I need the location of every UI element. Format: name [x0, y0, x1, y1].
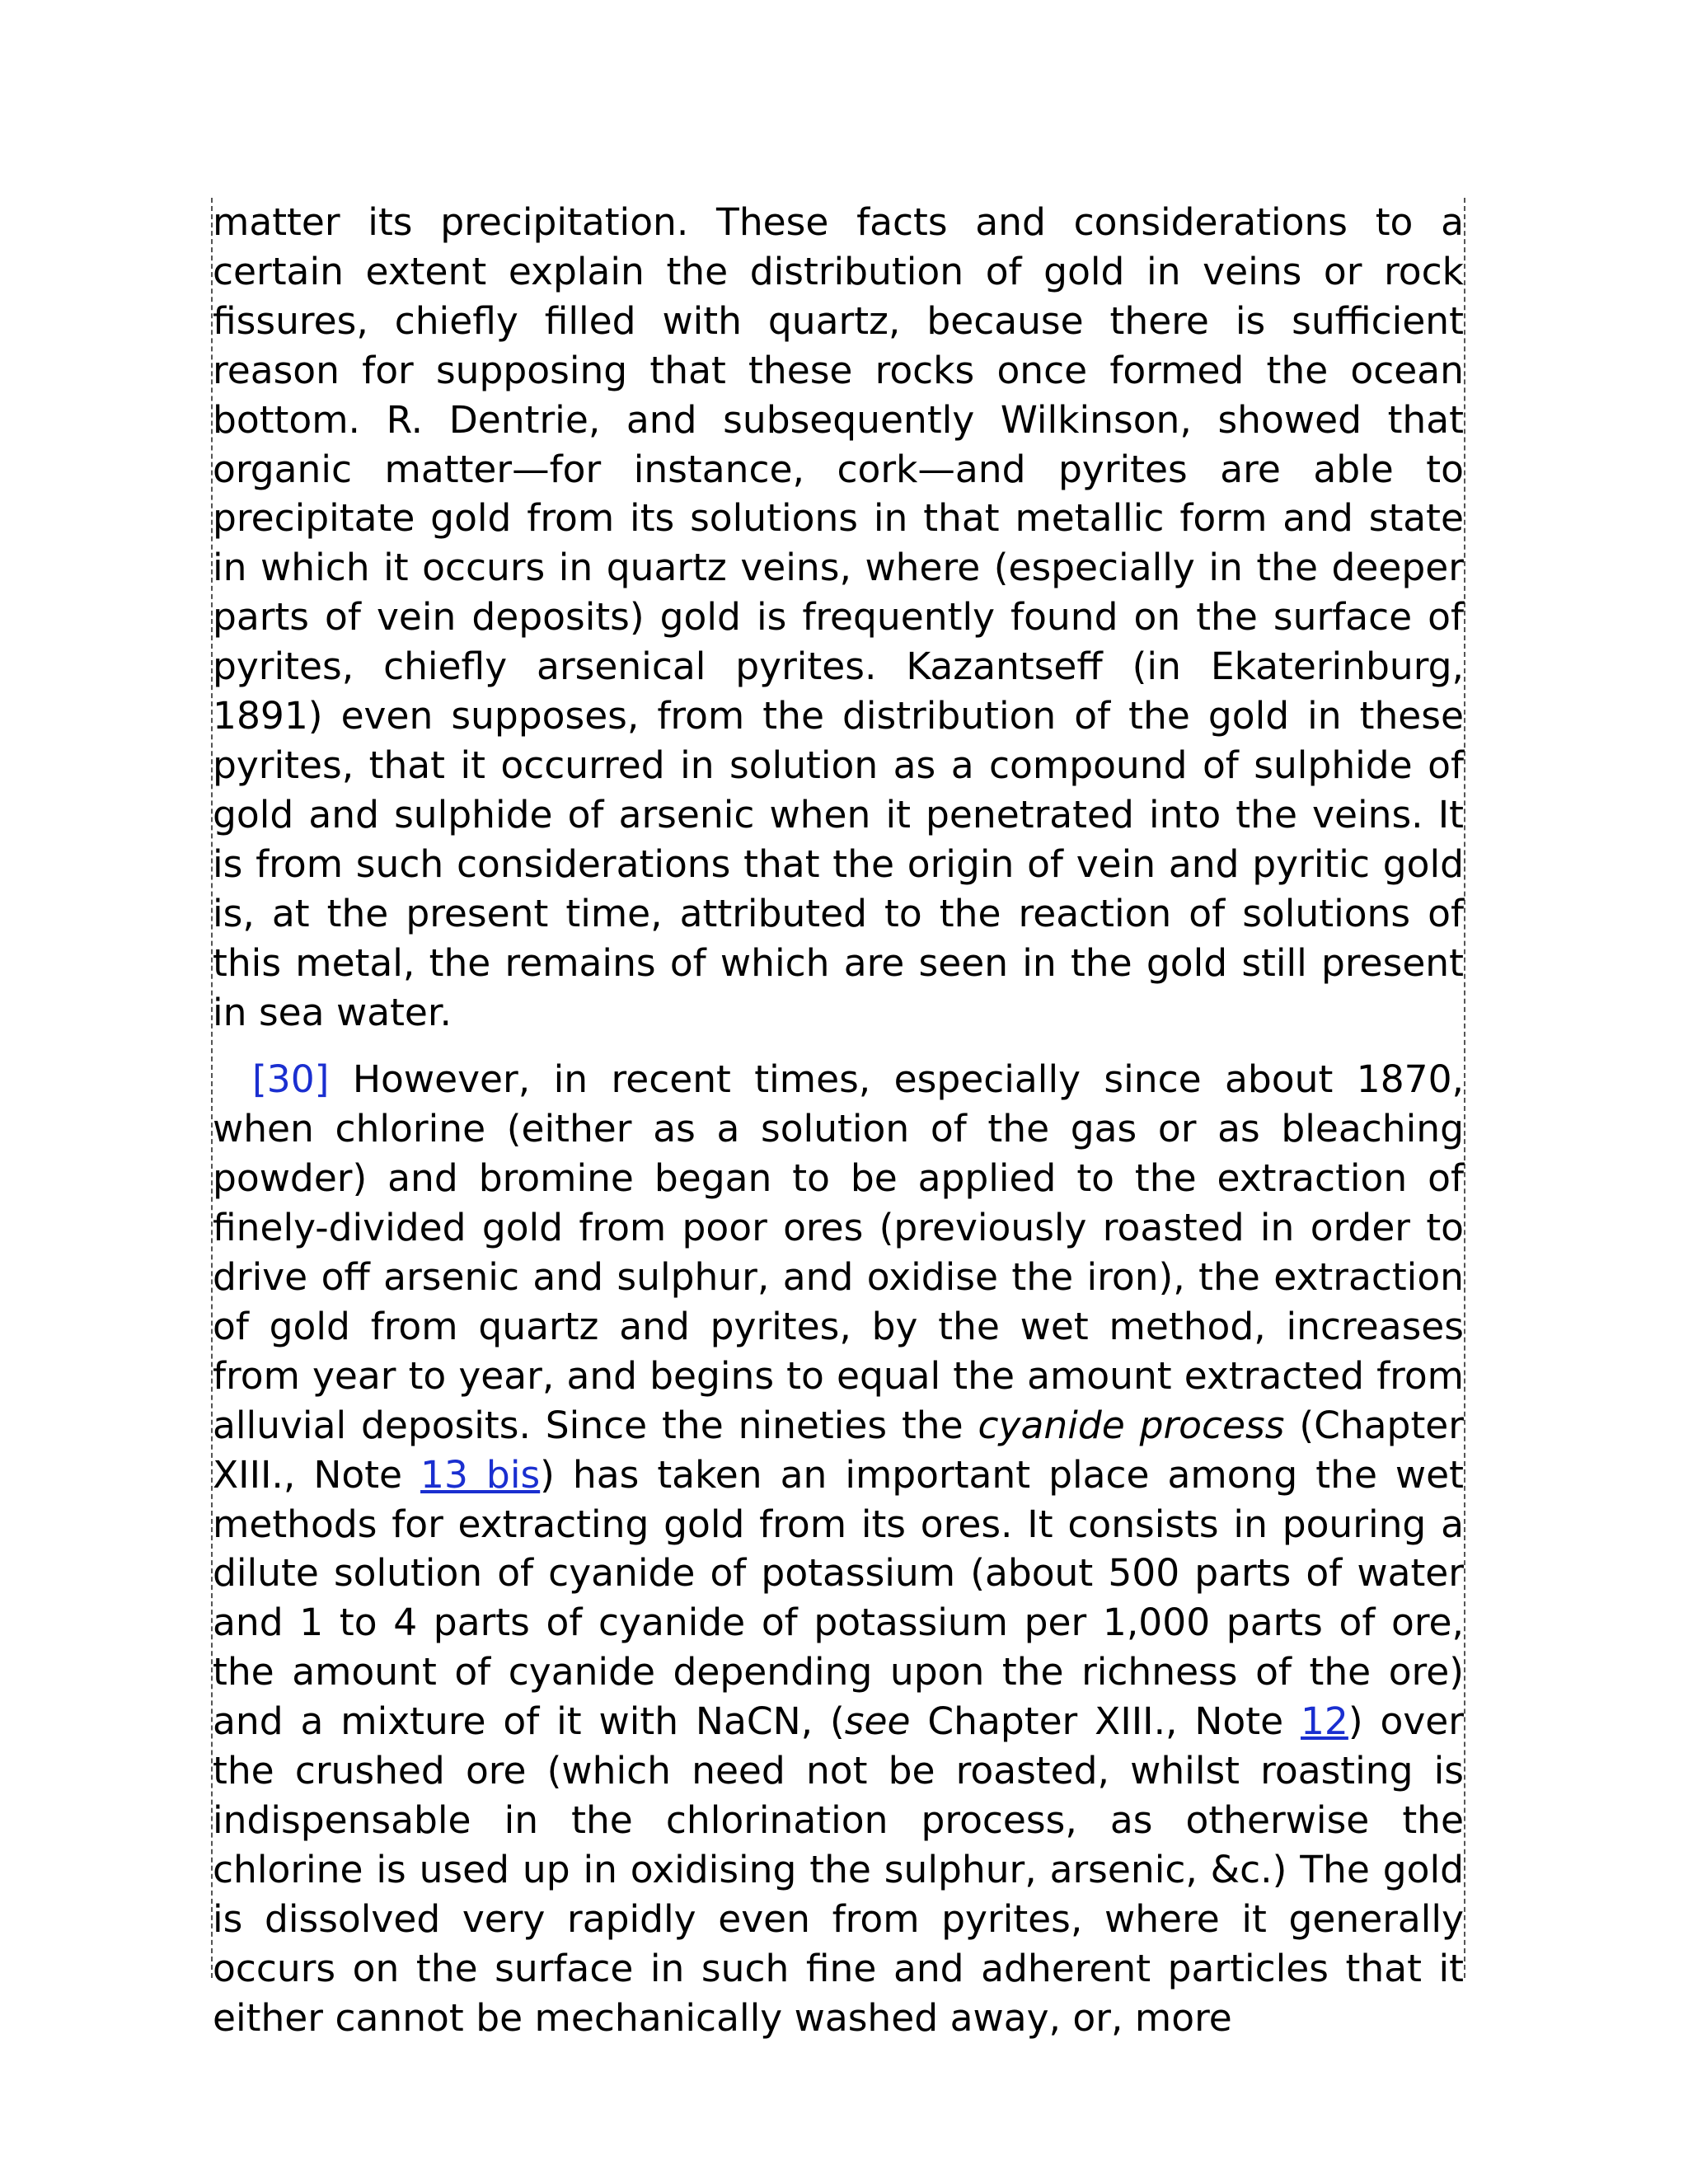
paragraph-1: matter its precipitation. These facts and considerations to a certain extent explain the distribution of gold in veins or rock fissures, chiefly filled with quartz, because there is sufficient reason for supposing that these rocks once formed the ocean bottom. R. Dentrie, and subsequently Wilkinson, showed that organic matter—for instance, cork—and pyrites are able to precipitate gold from its solutions in that metallic form and state in which it occurs in quartz veins, where (especially in the deeper parts of vein deposits) gold is frequently found on the surface of pyrites, chiefly arsenical pyrites. Kazantseff (in Ekaterinburg, 1891) even supposes, from the distribution of the gold in these pyrites, that it occurred in solution as a compound of sulphide of gold and sulphide of arsenic when it penetrated into the veins. It is from such considerations that the origin of vein and pyritic gold is, at the present time, attributed to the reaction of solutions of this metal, the remains of which are seen in the gold still present in sea water. [213, 200, 1464, 1034]
note-12-link[interactable]: 12 [1300, 1699, 1348, 1744]
page-text-column [211, 198, 1465, 2040]
footnote-30-link[interactable]: [30] [252, 1057, 330, 1102]
paragraph-2 [213, 1055, 1464, 2042]
paragraph-2-text-a: However, in recent times, especially since about 1870, when chlorine (either as a solution of the gas or as bleaching powder) and bromine began to be applied to the extraction of finely-divided gold from poor ores (previously roasted in order to drive off arsenic and sulphur, and oxidise the iron), the extraction of gold from quartz and pyrites, by the wet method, increases from year to year, and begins to equal the amount extracted from alluvial deposits. Since the nineties the [213, 1057, 1464, 1447]
note-13-bis-link[interactable]: 13 bis [420, 1452, 541, 1497]
cyanide-process-emphasis: cyanide process [978, 1403, 1285, 1447]
paragraph-2-text-c: ) has taken an important place among the wet methods for extracting gold from its ores. It consists in pouring a dilute solution of cyanide of potassium (about 500 parts of water and 1 to 4 parts of cyanide of potassium per 1,000 parts of ore, the amount of cyanide depending upon the richness of the ore) and a mixture of it with NaCN, ( [213, 1452, 1464, 1744]
paragraph-2-text-d: Chapter XIII., Note [910, 1699, 1301, 1744]
see-emphasis: see [844, 1699, 911, 1744]
paragraph-2-text-b: (Chapter XIII., Note [213, 1403, 1464, 1497]
paragraph-2-text-e: ) over the crushed ore (which need not be roasted, whilst roasting is indispensable in the chlorination process, as otherwise the chlorine is used up in oxidising the sulphur, arsenic, &c.) The gold is dissolved very rapidly even from pyrites, where it generally occurs on the surface in such fine and adherent particles that it either cannot be mechanically washed away, or, more [213, 1699, 1464, 2040]
